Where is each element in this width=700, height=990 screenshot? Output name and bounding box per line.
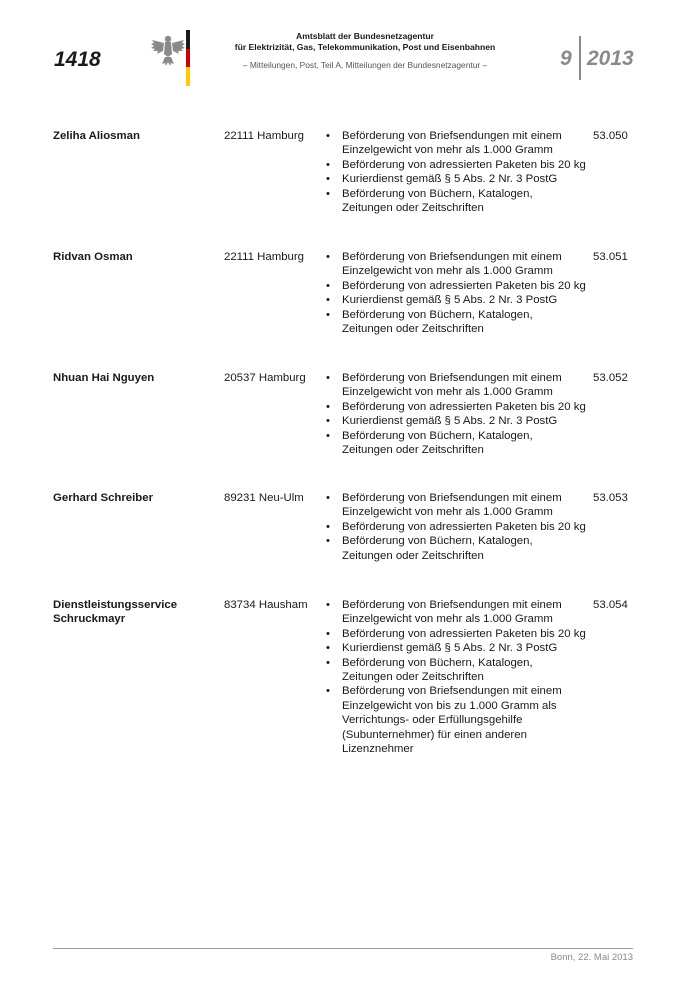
licensee-place: 83734 Hausham [224, 599, 308, 611]
service-item: • Beförderung von Büchern, Katalogen, Zeitungen oder Zeitschriften [324, 656, 586, 685]
service-item: • Beförderung von Briefsendungen mit einem Einzelgewicht von mehr als 1.000 Gramm [324, 371, 586, 400]
service-item: • Beförderung von adressierten Paketen bis 20 kg [324, 627, 586, 641]
service-item: • Beförderung von Büchern, Katalogen, Zeitungen oder Zeitschriften [324, 308, 586, 337]
service-item: • Kurierdienst gemäß § 5 Abs. 2 Nr. 3 PostG [324, 414, 586, 428]
service-item: • Beförderung von Briefsendungen mit einem Einzelgewicht von mehr als 1.000 Gramm [324, 129, 586, 158]
service-item: • Beförderung von adressierten Paketen bis 20 kg [324, 279, 586, 293]
federal-eagle-icon [150, 33, 186, 67]
licensee-name: Dienstleistungsservice Schruckmayr [53, 599, 178, 626]
publication-title-line2: für Elektrizität, Gas, Telekommunikation, Post und Eisenbahnen [234, 42, 496, 52]
page-number: 1418 [54, 48, 101, 71]
licensee-place: 89231 Neu-Ulm [224, 492, 304, 504]
licensee-place: 22111 Hamburg [224, 130, 304, 142]
flag-stripe-red [186, 49, 190, 68]
service-list [324, 371, 586, 457]
flag-stripe-gold [186, 67, 190, 86]
licensee-name: Gerhard Schreiber [53, 492, 154, 504]
service-item: • Kurierdienst gemäß § 5 Abs. 2 Nr. 3 PostG [324, 641, 586, 655]
publication-title [210, 31, 520, 53]
publication-title-line1: Amtsblatt der Bundesnetzagentur [296, 31, 434, 41]
service-item: • Beförderung von Büchern, Katalogen, Zeitungen oder Zeitschriften [324, 534, 586, 563]
issue-divider [579, 36, 581, 80]
publication-subtitle: – Mitteilungen, Post, Teil A, Mitteilungen der Bundesnetzagentur – [242, 60, 488, 70]
service-item: • Beförderung von Briefsendungen mit einem Einzelgewicht von mehr als 1.000 Gramm [324, 491, 586, 520]
license-number: 53.052 [593, 372, 628, 384]
service-list [324, 491, 586, 563]
service-list [324, 250, 586, 336]
licensee-place: 20537 Hamburg [224, 372, 306, 384]
license-number: 53.053 [593, 492, 628, 504]
flag-stripe-black [186, 30, 190, 49]
licensee-place: 22111 Hamburg [224, 251, 304, 263]
license-number: 53.051 [593, 251, 628, 263]
service-item: • Kurierdienst gemäß § 5 Abs. 2 Nr. 3 PostG [324, 293, 586, 307]
service-item: • Beförderung von Büchern, Katalogen, Zeitungen oder Zeitschriften [324, 187, 586, 216]
service-item: • Beförderung von Briefsendungen mit einem Einzelgewicht von bis zu 1.000 Gramm als Verrichtungs- oder Erfüllungsgehilfe (Subunternehmer) für einen anderen Lizenznehmer [324, 684, 586, 756]
flag-bar [186, 30, 190, 86]
service-item: • Beförderung von Büchern, Katalogen, Zeitungen oder Zeitschriften [324, 429, 586, 458]
license-number: 53.054 [593, 599, 628, 611]
service-item: • Kurierdienst gemäß § 5 Abs. 2 Nr. 3 PostG [324, 172, 586, 186]
license-number: 53.050 [593, 130, 628, 142]
issue-number: 9 [560, 47, 572, 70]
licensee-name: Zeliha Aliosman [53, 130, 140, 142]
licensee-name: Ridvan Osman [53, 251, 133, 263]
service-item: • Beförderung von adressierten Paketen bis 20 kg [324, 158, 586, 172]
service-item: • Beförderung von adressierten Paketen bis 20 kg [324, 400, 586, 414]
issue-year: 2013 [587, 47, 634, 70]
service-item: • Beförderung von adressierten Paketen bis 20 kg [324, 520, 586, 534]
service-item: • Beförderung von Briefsendungen mit einem Einzelgewicht von mehr als 1.000 Gramm [324, 250, 586, 279]
service-list [324, 598, 586, 756]
licensee-name: Nhuan Hai Nguyen [53, 372, 155, 384]
service-item: • Beförderung von Briefsendungen mit einem Einzelgewicht von mehr als 1.000 Gramm [324, 598, 586, 627]
footer-date: Bonn, 22. Mai 2013 [550, 952, 633, 963]
service-list [324, 129, 586, 215]
footer-rule [53, 948, 633, 949]
